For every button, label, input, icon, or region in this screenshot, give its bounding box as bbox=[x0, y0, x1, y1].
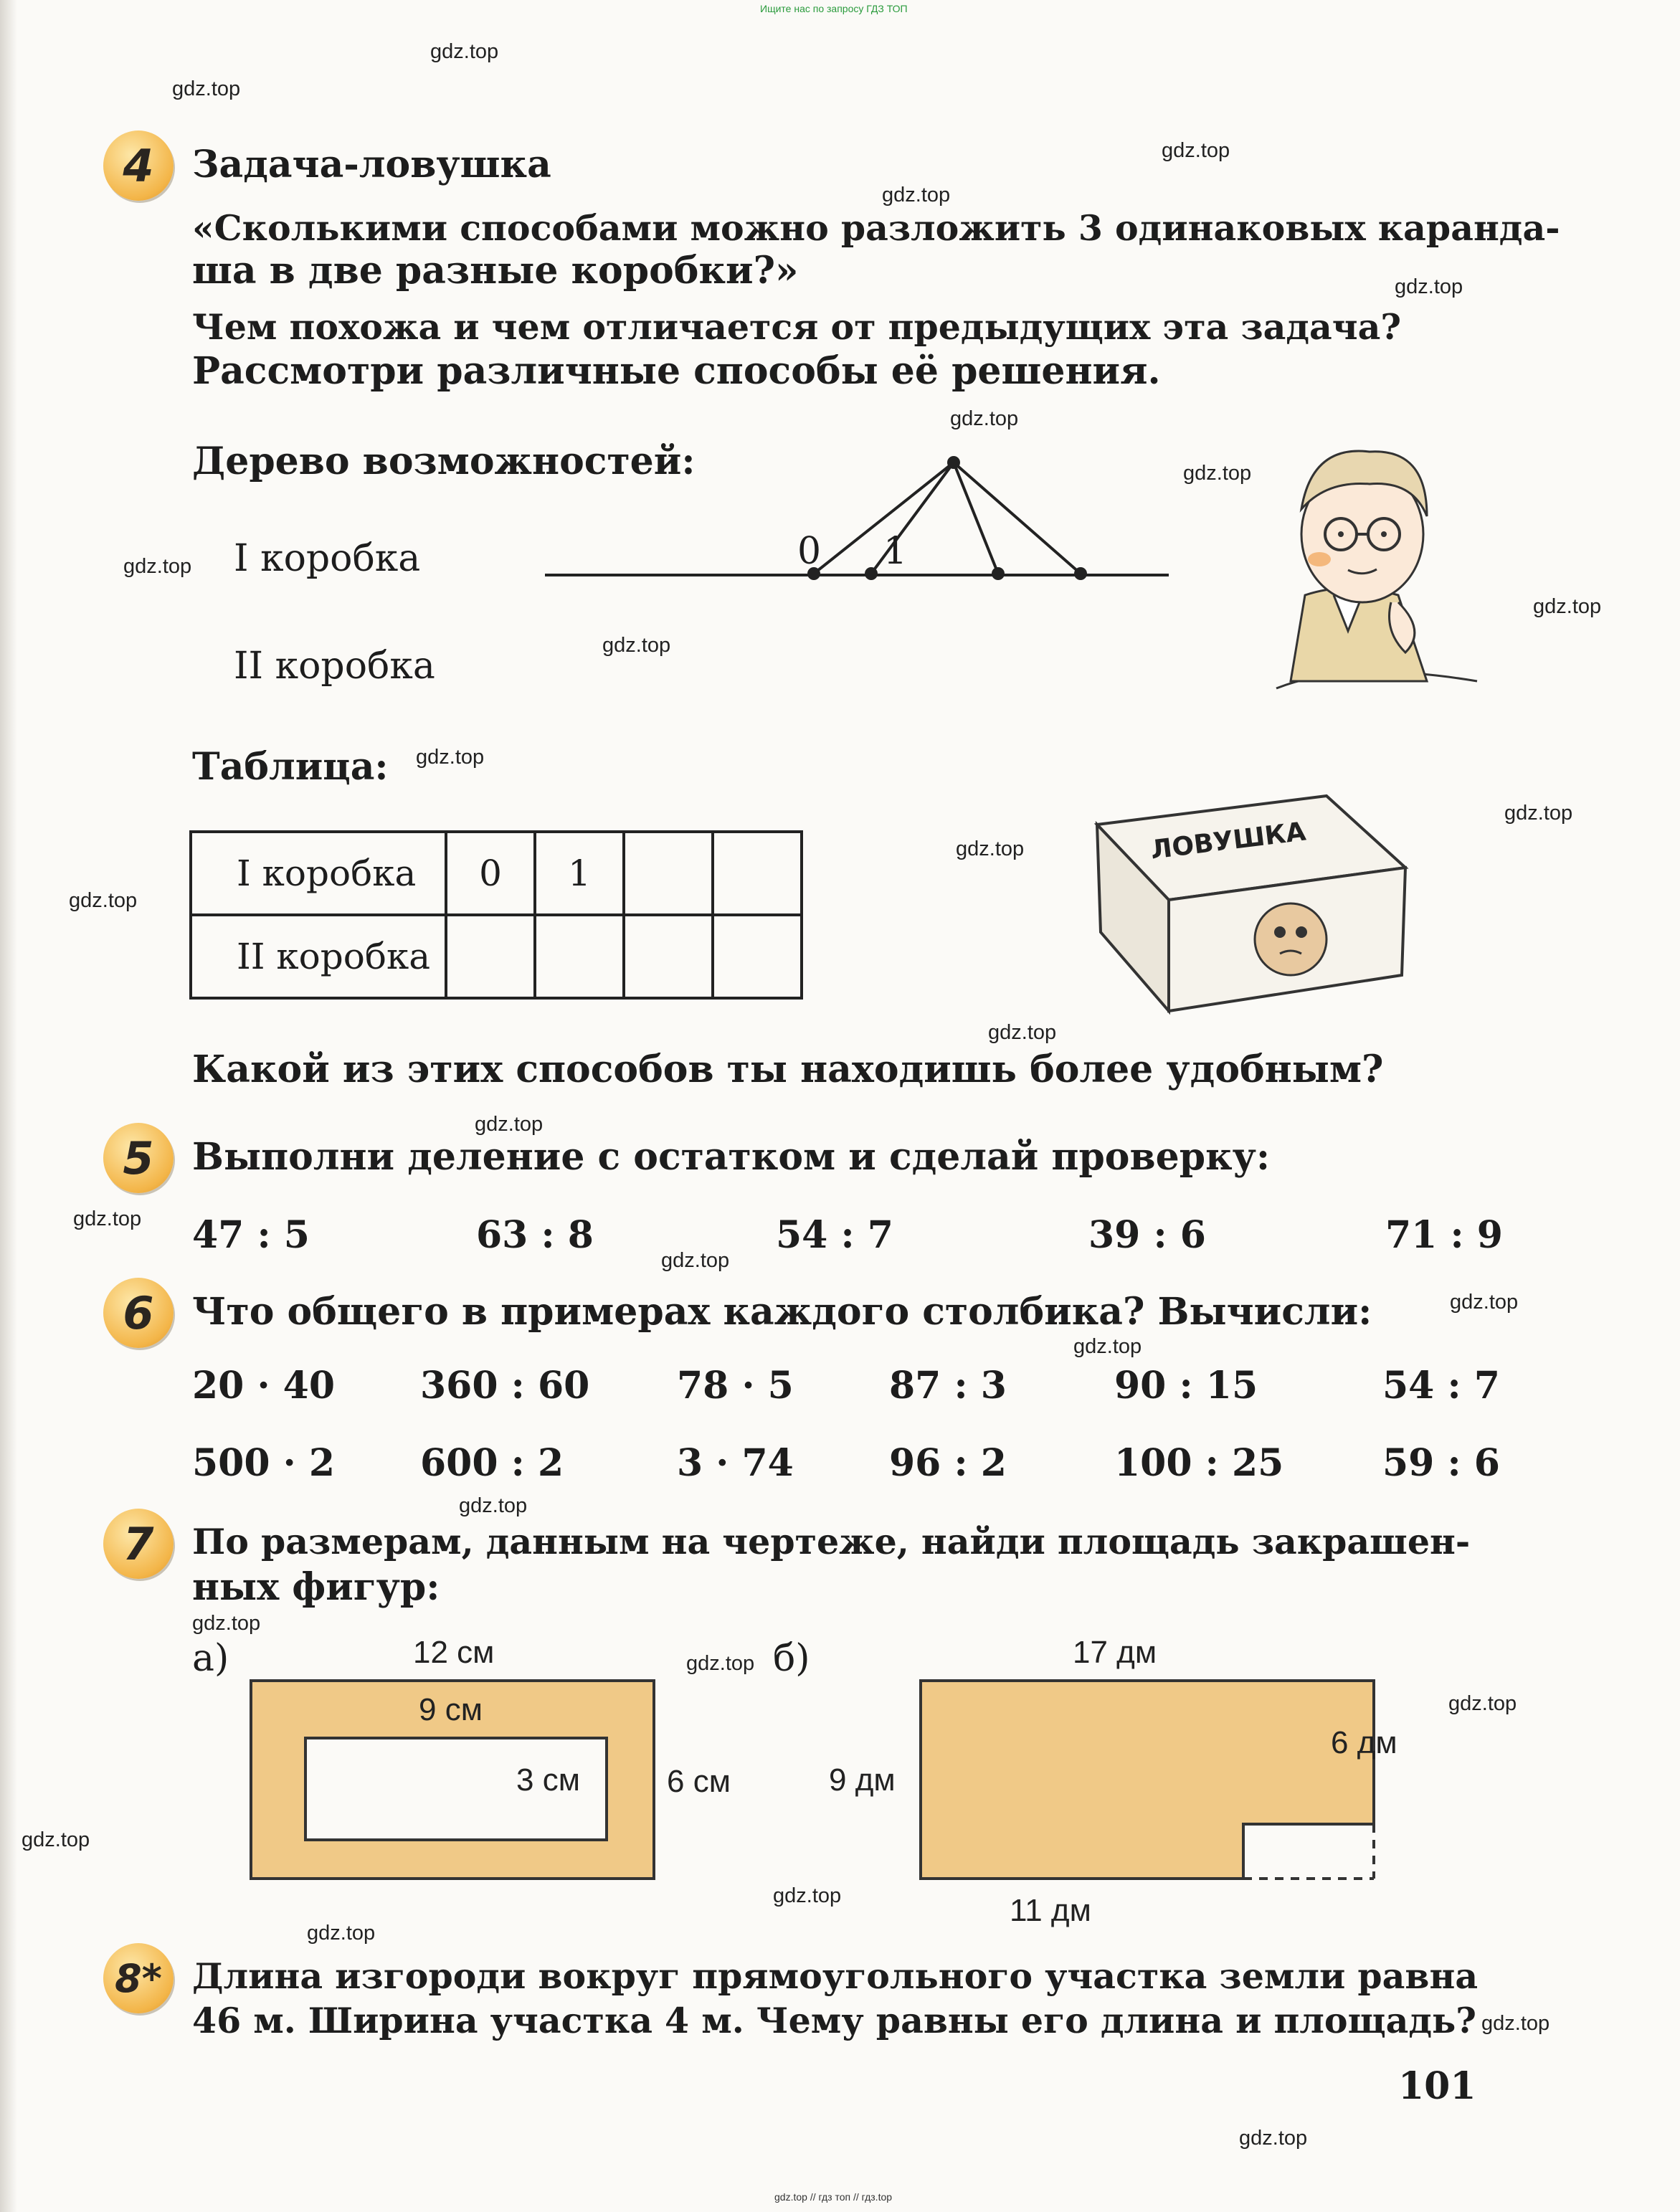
watermark: gdz.top bbox=[1395, 275, 1463, 298]
watermark: gdz.top bbox=[1448, 1692, 1517, 1715]
figure-b-dim-right: 6 дм bbox=[1331, 1725, 1397, 1760]
calc-example: 59 : 6 bbox=[1382, 1441, 1500, 1485]
watermark: gdz.top bbox=[123, 555, 192, 578]
figure-b-shape bbox=[918, 1671, 1377, 1893]
table-cell bbox=[535, 915, 624, 998]
figure-a-dim-inner-side: 3 см bbox=[516, 1762, 580, 1798]
task8-line2: 46 м. Ширина участка 4 м. Чему равны его длина и площадь? bbox=[192, 2000, 1476, 2041]
task-number-badge: 6 bbox=[103, 1278, 174, 1348]
watermark: gdz.top bbox=[1073, 1335, 1142, 1358]
watermark: gdz.top bbox=[430, 40, 499, 63]
task7-line1: По размерам, данным на чертеже, найди площадь закрашен- bbox=[192, 1521, 1471, 1562]
task4-question-line2: Рассмотри различные способы её решения. bbox=[192, 349, 1161, 393]
watermark: gdz.top bbox=[1504, 802, 1573, 825]
task4-question-line1: Чем похожа и чем отличается от предыдущих эта задача? bbox=[192, 306, 1402, 348]
figure-b-label: б) bbox=[773, 1637, 810, 1680]
division-example: 71 : 9 bbox=[1385, 1213, 1503, 1257]
figure-a-dim-inner-top: 9 см bbox=[419, 1692, 483, 1727]
watermark: gdz.top bbox=[1183, 462, 1252, 485]
figure-b-dim-left: 9 дм bbox=[829, 1762, 896, 1798]
calc-example: 90 : 15 bbox=[1114, 1364, 1258, 1408]
page-number: 101 bbox=[1398, 2064, 1476, 2108]
header-watermark: Ищите нас по запросу ГДЗ ТОП bbox=[760, 3, 908, 14]
task8-line1: Длина изгороди вокруг прямоугольного участка земли равна bbox=[192, 1955, 1479, 1997]
watermark: gdz.top bbox=[459, 1494, 528, 1517]
table-cell bbox=[446, 915, 535, 998]
watermark: gdz.top bbox=[686, 1652, 755, 1675]
watermark: gdz.top bbox=[1239, 2127, 1308, 2150]
task4-quote-line2: ша в две разные коробки?» bbox=[192, 249, 799, 293]
watermark: gdz.top bbox=[988, 1021, 1057, 1044]
division-example: 47 : 5 bbox=[192, 1213, 310, 1257]
task4-final-question: Какой из этих способов ты находишь более удобным? bbox=[192, 1048, 1384, 1091]
division-example: 54 : 7 bbox=[776, 1213, 893, 1257]
watermark: gdz.top bbox=[956, 837, 1025, 860]
watermark: gdz.top bbox=[475, 1113, 544, 1136]
division-example: 63 : 8 bbox=[476, 1213, 594, 1257]
calc-example: 600 : 2 bbox=[420, 1441, 564, 1485]
watermark: gdz.top bbox=[602, 634, 671, 657]
watermark: gdz.top bbox=[22, 1828, 90, 1851]
figure-a-label: а) bbox=[192, 1637, 229, 1680]
calc-example: 360 : 60 bbox=[420, 1364, 590, 1408]
trap-box-illustration bbox=[1083, 767, 1420, 1018]
calc-example: 96 : 2 bbox=[889, 1441, 1007, 1485]
tree-heading: Дерево возможностей: bbox=[192, 440, 696, 483]
watermark: gdz.top bbox=[192, 1612, 261, 1635]
watermark: gdz.top bbox=[73, 1207, 142, 1230]
calc-example: 3 · 74 bbox=[677, 1441, 794, 1485]
task-number-badge: 8* bbox=[103, 1943, 174, 2013]
table-cell bbox=[713, 832, 802, 915]
table-heading: Таблица: bbox=[192, 745, 389, 789]
table-cell: 0 bbox=[446, 832, 535, 915]
watermark: gdz.top bbox=[172, 77, 241, 100]
figure-a-dim-side: 6 см bbox=[667, 1764, 731, 1799]
table-row bbox=[191, 832, 802, 915]
watermark: gdz.top bbox=[1162, 139, 1230, 162]
task7-line2: ных фигур: bbox=[192, 1565, 440, 1609]
calc-example: 500 · 2 bbox=[192, 1441, 336, 1485]
calc-example: 87 : 3 bbox=[889, 1364, 1007, 1408]
watermark: gdz.top bbox=[1533, 595, 1602, 618]
division-example: 39 : 6 bbox=[1088, 1213, 1206, 1257]
table-cell bbox=[624, 915, 713, 998]
trap-box-label: ЛОВУШКА bbox=[1149, 817, 1308, 865]
tree-box2-label: II коробка bbox=[234, 645, 435, 688]
watermark: gdz.top bbox=[661, 1249, 730, 1272]
boy-illustration bbox=[1262, 416, 1499, 703]
calc-example: 54 : 7 bbox=[1382, 1364, 1500, 1408]
tree-value-1: 1 bbox=[883, 530, 908, 573]
calc-example: 78 · 5 bbox=[677, 1364, 794, 1408]
tree-box1-label: I коробка bbox=[234, 537, 421, 580]
task4-title: Задача-ловушка bbox=[192, 143, 551, 186]
table-cell bbox=[713, 915, 802, 998]
calc-example: 20 · 40 bbox=[192, 1364, 336, 1408]
page-binding-shadow bbox=[0, 0, 17, 2212]
watermark: gdz.top bbox=[1481, 2012, 1550, 2035]
tree-value-0: 0 bbox=[797, 530, 822, 573]
figure-b-dim-top: 17 дм bbox=[1073, 1635, 1157, 1670]
watermark: gdz.top bbox=[882, 184, 951, 207]
watermark: gdz.top bbox=[69, 889, 138, 912]
watermark: gdz.top bbox=[416, 746, 485, 769]
watermark: gdz.top bbox=[307, 1922, 376, 1945]
table-row-label: II коробка bbox=[191, 915, 446, 998]
figure-a-dim-top: 12 см bbox=[413, 1635, 495, 1670]
table-row bbox=[191, 915, 802, 998]
watermark: gdz.top bbox=[950, 407, 1019, 430]
task-number-badge: 5 bbox=[103, 1123, 174, 1193]
task-number-badge: 7 bbox=[103, 1509, 174, 1579]
table-cell: 1 bbox=[535, 832, 624, 915]
table-cell bbox=[624, 832, 713, 915]
task-number-badge: 4 bbox=[103, 130, 174, 201]
task4-quote-line1: «Сколькими способами можно разложить 3 одинаковых каранда- bbox=[192, 207, 1560, 249]
footer-watermark: gdz.top // гдз топ // гдз.top bbox=[774, 2191, 893, 2203]
possibility-table bbox=[189, 830, 803, 1000]
task6-title: Что общего в примерах каждого столбика? Вычисли: bbox=[192, 1290, 1372, 1334]
figure-b-dim-bottom: 11 дм bbox=[1010, 1893, 1091, 1928]
watermark: gdz.top bbox=[773, 1884, 842, 1907]
watermark: gdz.top bbox=[1450, 1291, 1519, 1314]
table-row-label: I коробка bbox=[191, 832, 446, 915]
task5-title: Выполни деление с остатком и сделай проверку: bbox=[192, 1135, 1271, 1179]
possibility-tree bbox=[545, 452, 1190, 624]
calc-example: 100 : 25 bbox=[1114, 1441, 1284, 1485]
